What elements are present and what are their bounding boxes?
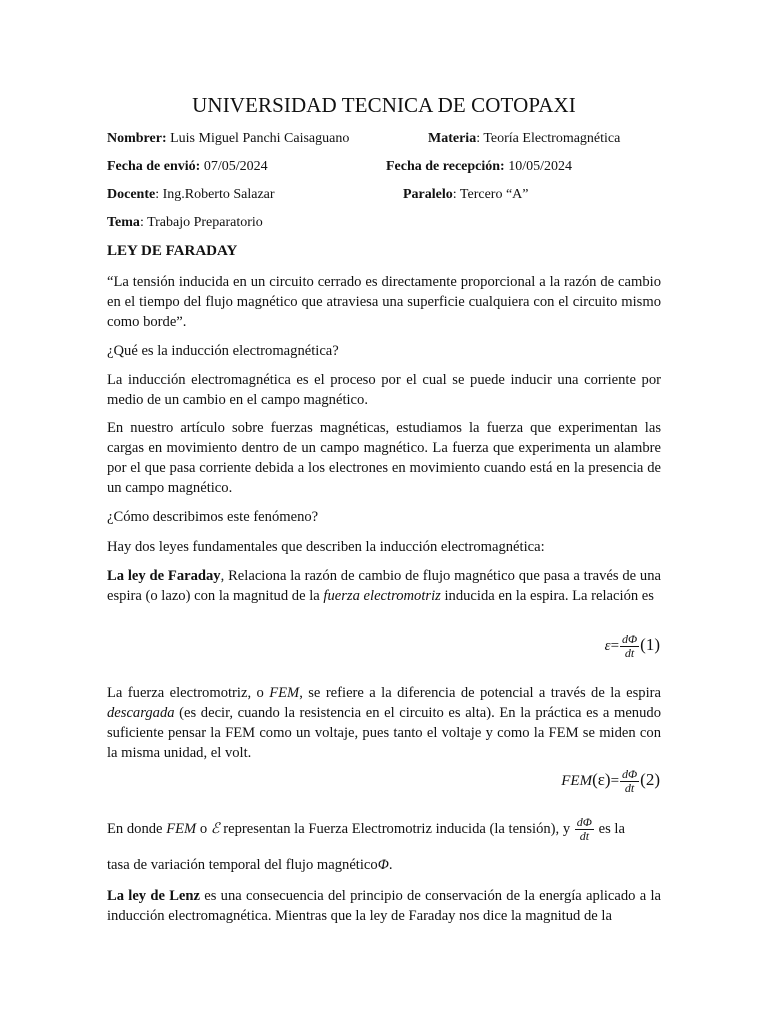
p6-text-c: representan la Fuerza Electromotriz inducida (la tensión), y (219, 820, 574, 837)
meta-fecha-recepcion (386, 159, 572, 175)
eq2-equals: = (610, 772, 620, 789)
meta-tema (107, 215, 263, 231)
meta-materia (428, 131, 620, 147)
docente-value: : Ing.Roberto Salazar (155, 187, 275, 202)
eq2-denominator: dt (624, 781, 635, 795)
p5-text-a: La fuerza electromotriz, o (107, 685, 270, 701)
eq1-tag: (1) (640, 634, 660, 654)
p6-text-b: o (196, 820, 211, 837)
eq1-lhs: ε (604, 637, 611, 654)
fuerzas-magneticas-link[interactable]: fuerzas magnéticas (270, 420, 386, 436)
eq2-fraction (620, 768, 639, 795)
paragraph-en-donde (107, 816, 625, 843)
eq2-lhs: FEM (561, 772, 593, 789)
materia-value: : Teoría Electromagnética (476, 131, 621, 146)
eq2-paren: (ε) (592, 769, 611, 789)
descargada-italic: descargada (107, 705, 175, 721)
conservacion-energia-link[interactable]: principio de conservación de la energía (350, 888, 582, 904)
question-fenomeno: ¿Cómo describimos este fenómeno? (107, 509, 319, 525)
nombre-value: Luis Miguel Panchi Caisaguano (166, 131, 350, 146)
materia-label: Materia (428, 131, 477, 146)
tema-label: Tema (107, 215, 140, 230)
p4-text-b: que pasa a través de una espira (o lazo) con la magnitud de la (107, 568, 662, 604)
ley-lenz-bold: La ley de Lenz (107, 888, 201, 904)
paragraph-leyes: Hay dos leyes fundamentales que describen la inducción electromagnética: (107, 539, 545, 555)
fuerza-electromotriz-italic: fuerza electromotriz (323, 588, 441, 604)
p6-text-f: . (388, 857, 393, 873)
university-title: UNIVERSIDAD TECNICA DE COTOPAXI (192, 93, 576, 117)
inline-fraction (575, 816, 594, 843)
meta-docente (107, 187, 275, 203)
meta-nombre (107, 131, 349, 147)
section-heading: LEY DE FARADAY (107, 243, 238, 259)
p4-text-c: inducida en la espira. La relación es (440, 588, 654, 604)
meta-paralelo (403, 187, 528, 203)
paragraph-induccion: La inducción electromagnética es el proceso por el cual se puede inducir una corriente por medio de un cambio en el campo magnético. (107, 372, 661, 408)
inline-denominator: dt (579, 829, 590, 843)
eq2-tag: (2) (640, 769, 660, 789)
p5-text-c: (es decir, cuando la resistencia en el circuito es alta). En la práctica es a menudo suficiente pensar la FEM como un voltaje, pues tanto el voltaje y como la FEM se miden con la misma unidad, el volt. (107, 705, 661, 761)
eq1-equals: = (610, 637, 620, 654)
question-induccion: ¿Qué es la inducción electromagnética? (107, 343, 339, 359)
envio-label: Fecha de envió: (107, 159, 201, 174)
recepcion-value: 10/05/2024 (504, 159, 572, 174)
meta-fecha-envio (107, 159, 268, 175)
p6-text-a: En donde (107, 820, 167, 837)
flujo-magnetico-link[interactable]: flujo magnético (422, 568, 515, 584)
ley-faraday-bold: La ley de Faraday (107, 568, 221, 584)
eq1-denominator: dt (624, 646, 635, 660)
p7-text-b: aplicado a la inducción electromagnética. Mientras que la ley de Faraday nos dice la magnitud de la (107, 888, 661, 924)
p2-text-b: , estudiamos la fuerza que experimentan las cargas en movimiento dentro de un campo magnético. La fuerza que experimenta un alambre por el que pasa corriente debida a los electrones en movimiento cuando está en la presencia de un campo magnético. (107, 420, 661, 496)
fem-italic: FEM (269, 685, 300, 701)
docente-label: Docente (107, 187, 156, 202)
paragraph-ley-lenz (107, 886, 661, 926)
faraday-quote: “La tensión inducida en un circuito cerrado es directamente proporcional a la razón de cambio en el tiempo del flujo magnético que atraviesa una superficie cualquiera con el circuito mismo como borde”. (107, 274, 661, 330)
recepcion-label: Fecha de recepción: (386, 159, 505, 174)
p7-text-a: es una consecuencia del (200, 888, 351, 904)
phi-symbol: Φ (377, 857, 389, 873)
inline-numerator: dΦ (576, 815, 592, 829)
tema-value: : Trabajo Preparatorio (139, 215, 263, 230)
p6-text-d: es la (594, 820, 625, 837)
equation-1 (605, 633, 660, 660)
p6-text-e: tasa de variación temporal del flujo magnético (107, 857, 378, 873)
paralelo-label: Paralelo (403, 187, 453, 202)
paragraph-tasa (107, 857, 392, 874)
eq1-numerator: dΦ (622, 632, 638, 646)
paralelo-value: : Tercero “A” (452, 187, 529, 202)
p5-text-b: , se refiere a la diferencia de potencial a través de la espira (299, 685, 661, 701)
eq2-numerator: dΦ (622, 767, 638, 781)
eq1-fraction (620, 633, 639, 660)
epsilon-script-italic: ℰ (210, 820, 220, 837)
p2-text-a: En nuestro artículo sobre (107, 420, 271, 436)
fem-inline-italic: FEM (166, 820, 197, 837)
paragraph-fem (107, 683, 661, 763)
paragraph-ley-faraday (107, 566, 661, 606)
paragraph-fuerzas (107, 418, 661, 498)
envio-value: 07/05/2024 (200, 159, 268, 174)
equation-2 (561, 768, 660, 795)
nombre-label: Nombrer: (107, 131, 167, 146)
p4-text-a: , Relaciona la razón de cambio de (220, 568, 423, 584)
